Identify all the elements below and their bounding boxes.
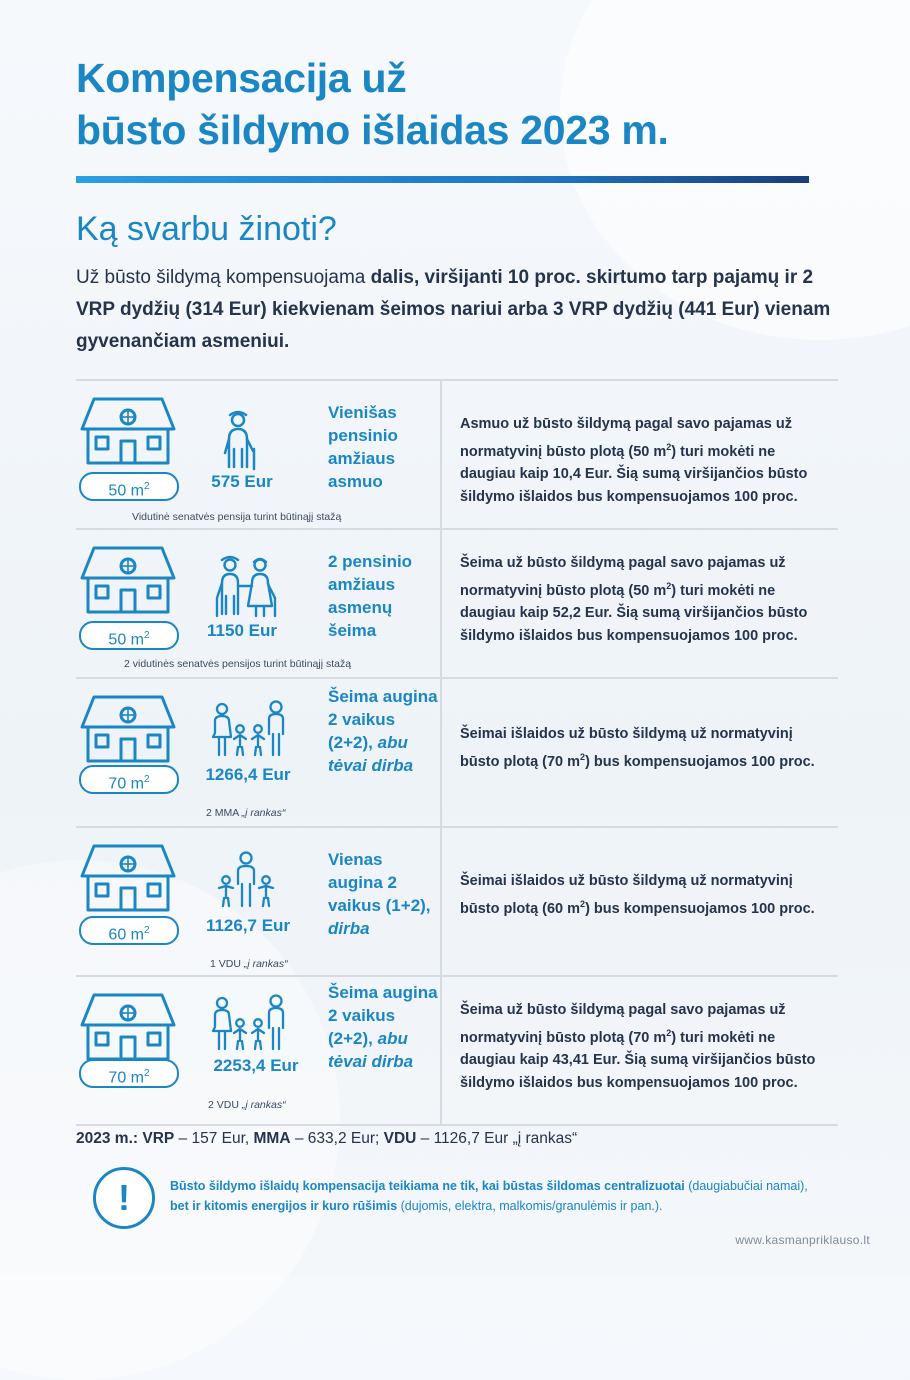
title-line-1: Kompensacija už: [76, 55, 407, 101]
income-footnote: 1 VDU „į rankas“: [210, 958, 288, 970]
family-two-parents-two-children-icon: [210, 993, 288, 1051]
elderly-person-icon: [208, 409, 268, 471]
table-row: [76, 677, 838, 826]
household-category: Vienišas pensinio amžiaus asmuo: [328, 403, 398, 491]
column-divider: [440, 381, 442, 528]
title-line-2: būsto šildymo išlaidas 2023 m.: [76, 107, 669, 153]
notice-text: Būsto šildymo išlaidų kompensacija teikiama ne tik, kai būstas šildomas centralizuotai (daugiabučiai namai), bet ir kitomis energijos ir kuro rūšimis (dujomis, elektra, malkomis/granulėmis ir pan.).: [170, 1179, 808, 1213]
compensation-description: Šeima už būsto šildymą pagal savo pajamas už normatyvinį būsto plotą (70 $m^2$) turi mokėti ne daugiau kaip 43,41 Eur. Šią sumą viršijančios būsto šildymo išlaidos bus kompensuojamos 100 proc.: [460, 1002, 816, 1091]
family-two-parents-two-children-icon: [210, 699, 288, 757]
single-parent-two-children-icon: [216, 850, 276, 908]
exclamation-icon: [93, 1167, 155, 1229]
area-badge: 60 $m^2$: [79, 916, 179, 945]
area-badge: 50 $m^2$: [79, 472, 179, 501]
area-badge: 70 $m^2$: [79, 765, 179, 794]
house-icon: [80, 395, 176, 465]
table-row: [76, 826, 838, 975]
income-amount: 1150 Eur: [207, 621, 277, 640]
house-icon: [80, 991, 176, 1061]
svg-text:!: !: [118, 1177, 130, 1218]
household-category: Šeima augina 2 vaikus (2+2), abu tėvai dirba: [328, 983, 438, 1071]
title-underline: [76, 176, 809, 183]
column-divider: [440, 530, 442, 677]
income-amount: 1266,4 Eur: [205, 765, 291, 784]
page-title: [76, 52, 669, 156]
income-footnote: 2 MMA „į rankas“: [206, 807, 286, 819]
income-footnote: 2 vidutinės senatvės pensijos turint būtinąjį stažą: [124, 658, 352, 670]
household-category: Vienas augina 2 vaikus (1+2), dirba: [328, 850, 431, 938]
website-url: www.kasmanpriklauso.lt: [735, 1233, 870, 1247]
compensation-description: Šeimai išlaidos už būsto šildymą už normatyvinį būsto plotą (70 $m^2$) bus kompensuojamos 100 proc.: [460, 726, 815, 770]
elderly-couple-icon: [212, 554, 280, 618]
intro-bold-text: dalis, viršijanti 10 proc. skirtumo tarp pajamų ir 2 VRP dydžių (314 Eur) kiekvienam šeimos nariui arba 3 VRP dydžių (441 Eur) vienam gyvenančiam asmeniui.: [76, 267, 831, 352]
house-icon: [80, 544, 176, 614]
income-amount: 2253,4 Eur: [213, 1056, 299, 1075]
table-row: [76, 379, 838, 528]
compensation-table: [76, 379, 838, 1126]
column-divider: [440, 679, 442, 826]
income-footnote: 2 VDU „į rankas“: [208, 1099, 286, 1111]
compensation-description: Šeimai išlaidos už būsto šildymą už normatyvinį būsto plotą (60 $m^2$) bus kompensuojamos 100 proc.: [460, 873, 815, 917]
table-row: [76, 528, 838, 677]
column-divider: [440, 828, 442, 975]
area-badge: 70 $m^2$: [79, 1059, 179, 1088]
area-badge: 50 $m^2$: [79, 621, 179, 650]
income-footnote: Vidutinė senatvės pensija turint būtinąjį stažą: [132, 511, 342, 523]
column-divider: [440, 977, 442, 1124]
table-row: [76, 975, 838, 1126]
income-amount: 575 Eur: [211, 472, 273, 491]
intro-text: Už būsto šildymą kompensuojama: [76, 267, 371, 288]
intro-paragraph: [76, 262, 846, 358]
household-category: Šeima augina 2 vaikus (2+2), abu tėvai dirba: [328, 687, 438, 775]
rates-summary: 2023 m.: VRP – 157 Eur, MMA – 633,2 Eur; VDU – 1126,7 Eur „į rankas“: [76, 1130, 578, 1147]
house-icon: [80, 693, 176, 763]
house-icon: [80, 842, 176, 912]
compensation-description: Šeima už būsto šildymą pagal savo pajamas už normatyvinį būsto plotą (50 $m^2$) turi mokėti ne daugiau kaip 52,2 Eur. Šią sumą viršijančios būsto šildymo išlaidos bus kompensuojamos 100 proc.: [460, 555, 808, 644]
household-category: 2 pensinio amžiaus asmenų šeima: [328, 552, 413, 640]
income-amount: 1126,7 Eur: [205, 916, 291, 935]
compensation-description: Asmuo už būsto šildymą pagal savo pajamas už normatyvinį būsto plotą (50 $m^2$) turi mokėti ne daugiau kaip 10,4 Eur. Šią sumą viršijančios būsto šildymo išlaidos bus kompensuojamos 100 proc.: [460, 416, 808, 505]
section-subtitle: Ką svarbu žinoti?: [76, 210, 337, 248]
